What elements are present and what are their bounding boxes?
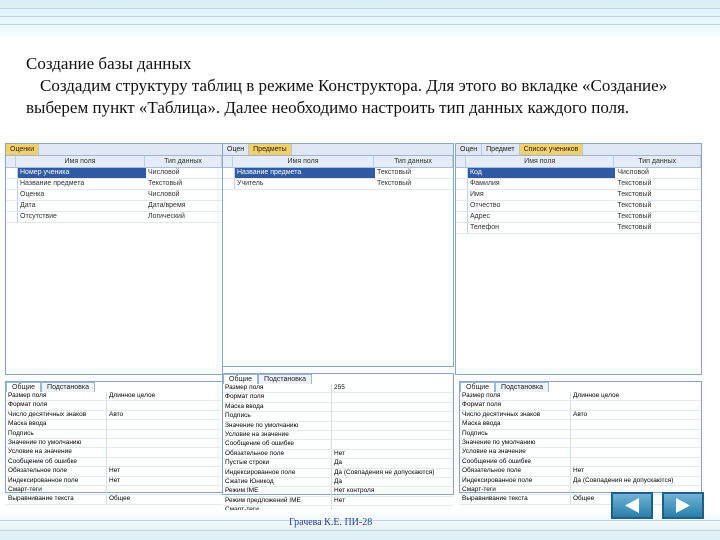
author-footer: Грачева К.Е. ПИ-28 [289, 517, 373, 528]
grid-header [6, 156, 222, 168]
col-field-name: Имя поля [233, 156, 374, 167]
table-designer-students [455, 143, 702, 375]
field-properties-subjects: Общие Подстановка Размер поля 255 Формат поля Маска ввода Подпись Значение по умолчанию Условие на значение Сообщение об ошибке Обязательное поле Нет Пустые строки Да Индексированное поле Да (Совпадения не допускаются) Сжатие Юникод Да Режим IME Нет контроля Режим предложений IME Нет [222, 373, 454, 495]
table-row[interactable]: Дата Дата/время [6, 201, 222, 212]
table-designer-subjects [222, 143, 454, 367]
tab-students[interactable]: Список учеников [520, 144, 584, 155]
tab-general[interactable]: Общие [223, 374, 258, 384]
tab-lookup[interactable]: Подстановка [41, 382, 95, 392]
table-designer-grades [5, 143, 223, 375]
field-properties-grades: Общие Подстановка Размер поля Длинное целое Формат поля Число десятичных знаков Авто Маска ввода Подпись Значение по умолчанию Условие на значение Сообщение об ошибке Обязательное поле Нет Индексированное поле Нет Смарт-теги Выравнивание текста Общее [5, 381, 223, 493]
slide-heading: Создание базы данных [26, 54, 192, 73]
tab-bar [223, 144, 453, 156]
tab-subjects[interactable]: Предметы [249, 144, 291, 155]
slide-paragraph: Создадим структуру таблиц в режиме Конструктора. Для этого во вкладке «Создание» выберем пункт «Таблица». Далее необходимо настроить тип данных каждого поля. [26, 76, 668, 117]
table-row[interactable]: Оценка Числовой [6, 190, 222, 201]
field-properties-students: Общие Подстановка Размер поля Длинное целое Формат поля Число десятичных знаков Авто Маска ввода Подпись Значение по умолчанию Условие на значение Сообщение об ошибке Обязательное поле Нет Индексированное поле Да (Совпадения не допускаются) Смарт-теги Выравнивание текста Общее [459, 381, 702, 493]
tab-grades[interactable]: Оцен [456, 144, 482, 155]
tab-general[interactable]: Общие [6, 382, 41, 392]
next-slide-button[interactable] [662, 492, 704, 519]
grid-header [223, 156, 453, 168]
table-row[interactable]: Отчество Текстовый [456, 201, 701, 212]
table-row[interactable]: Номер ученика Числовой [6, 168, 222, 179]
grid-header [456, 156, 701, 168]
col-data-type: Тип данных [145, 156, 222, 167]
top-decor-band [0, 0, 720, 36]
table-row[interactable]: Адрес Текстовый [456, 212, 701, 223]
prev-slide-button[interactable] [611, 492, 653, 519]
property-tabs [223, 374, 453, 384]
col-data-type: Тип данных [374, 156, 453, 167]
property-tabs [6, 382, 222, 392]
col-field-name: Имя поля [16, 156, 145, 167]
table-row[interactable]: Название предмета Текстовый [6, 179, 222, 190]
table-row[interactable]: Фамилия Текстовый [456, 179, 701, 190]
arrow-right-icon [664, 494, 702, 517]
tab-general[interactable]: Общие [460, 382, 495, 392]
tab-subjects[interactable]: Предмет [482, 144, 519, 155]
table-row[interactable]: Отсутствие Логический [6, 212, 222, 223]
table-row[interactable]: Название предмета Текстовый [223, 168, 453, 179]
tab-grades[interactable]: Оценки [6, 144, 39, 155]
col-data-type: Тип данных [614, 156, 701, 167]
table-row[interactable]: Код Числовой [456, 168, 701, 179]
tab-bar [6, 144, 222, 156]
property-tabs [460, 382, 701, 392]
arrow-left-icon [613, 494, 651, 517]
tab-grades[interactable]: Оцен [223, 144, 249, 155]
table-row[interactable]: Имя Текстовый [456, 190, 701, 201]
table-row[interactable]: Учитель Текстовый [223, 179, 453, 190]
tab-lookup[interactable]: Подстановка [258, 374, 312, 384]
tab-bar [456, 144, 701, 156]
col-field-name: Имя поля [466, 156, 614, 167]
tab-lookup[interactable]: Подстановка [495, 382, 549, 392]
intro-text [26, 53, 696, 119]
table-row[interactable]: Телефон Текстовый [456, 223, 701, 234]
